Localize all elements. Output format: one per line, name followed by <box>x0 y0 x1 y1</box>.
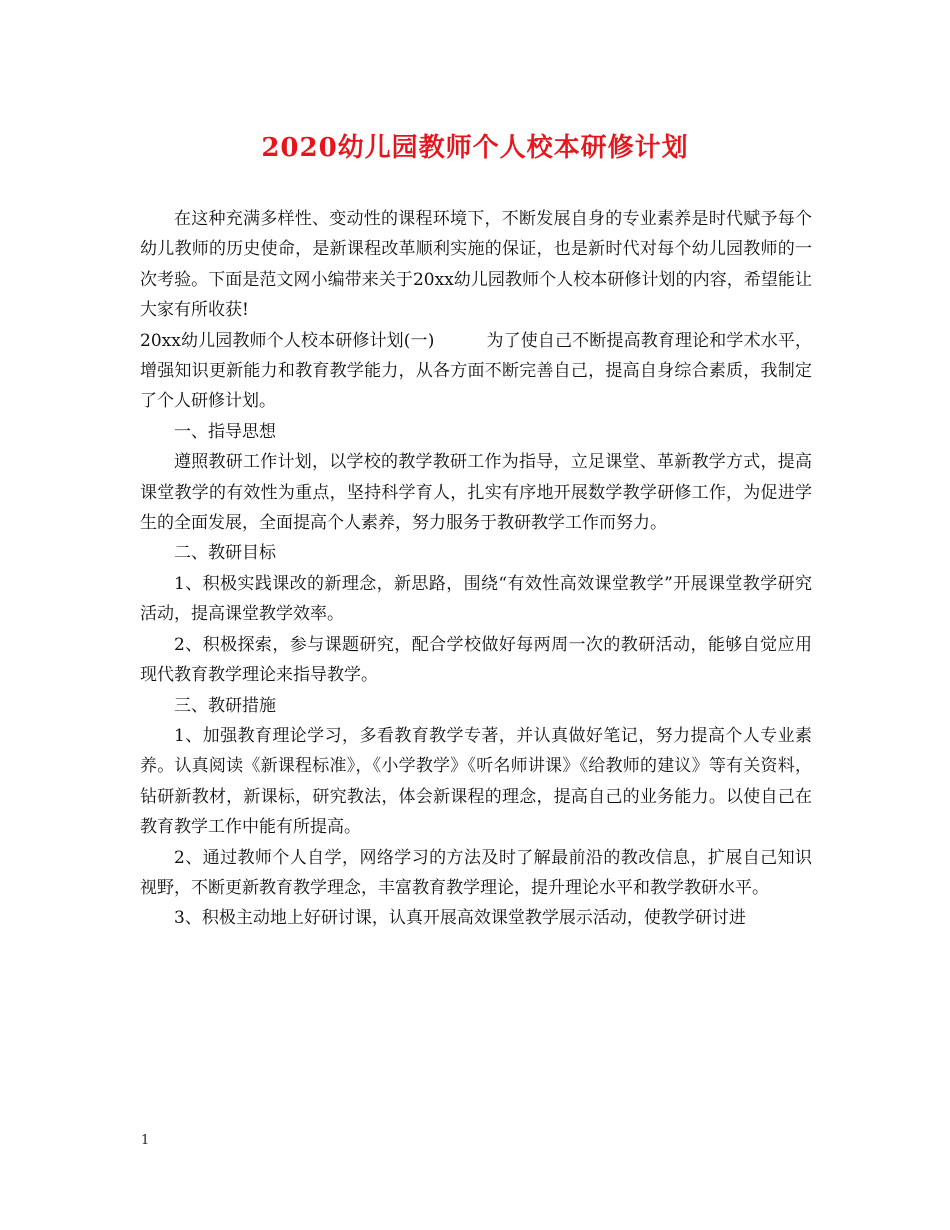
document-body <box>140 204 812 934</box>
research-measure-item: 3、积极主动地上好研讨课，认真开展高效课堂教学展示活动，使教学研讨进 <box>174 908 746 929</box>
research-goal-item: 2、积极探索，参与课题研究，配合学校做好每两周一次的教研活动，能够自觉应用现代教育教学理论来指导教学。 <box>140 634 812 686</box>
research-goal-item: 1、积极实践课改的新理念，新思路，围绕“有效性高效课堂教学”开展课堂教学研究活动，提高课堂教学效率。 <box>140 573 812 625</box>
document-title: 2020幼儿园教师个人校本研修计划 <box>261 133 689 163</box>
section-heading-guiding-thought: 一、指导思想 <box>174 421 276 442</box>
plan-intro: 为了使自己不断提高教育理论和学术水平，增强知识更新能力和教育教学能力，从各方面不断完善自己，提高自身综合素质，我制定了个人研修计划。 <box>140 330 812 412</box>
plan-paragraph <box>140 326 812 417</box>
page-number: 1 <box>141 1133 150 1148</box>
research-measure-item: 1、加强教育理论学习，多看教育教学专著，并认真做好笔记，努力提高个人专业素养。认真阅读《新课程标准》，《小学教学》《听名师讲课》《给教师的建议》等有关资料，钻研新教材，新课标，研究教法，体会新课程的理念，提高自己的业务能力。以使自己在教育教学工作中能有所提高。 <box>140 725 812 838</box>
intro-paragraph: 在这种充满多样性、变动性的课程环境下，不断发展自身的专业素养是时代赋予每个幼儿教师的历史使命，是新课程改革顺利实施的保证，也是新时代对每个幼儿园教师的一次考验。下面是范文网小编带来关于20xx幼儿园教师个人校本研修计划的内容，希望能让大家有所收获! <box>140 209 812 321</box>
plan-heading: 20xx幼儿园教师个人校本研修计划(一) <box>140 330 435 351</box>
section-text-guiding-thought: 遵照教研工作计划，以学校的教学教研工作为指导，立足课堂、革新教学方式，提高课堂教学的有效性为重点，坚持科学育人，扎实有序地开展数学教学研修工作，为促进学生的全面发展，全面提高个人素养，努力服务于教研教学工作而努力。 <box>140 452 812 534</box>
section-heading-research-goals: 二、教研目标 <box>174 543 276 564</box>
section-heading-research-measures: 三、教研措施 <box>174 695 276 716</box>
research-measure-item: 2、通过教师个人自学，网络学习的方法及时了解最前沿的教改信息，扩展自己知识视野，不断更新教育教学理念，丰富教育教学理论，提升理论水平和教学教研水平。 <box>140 847 812 898</box>
